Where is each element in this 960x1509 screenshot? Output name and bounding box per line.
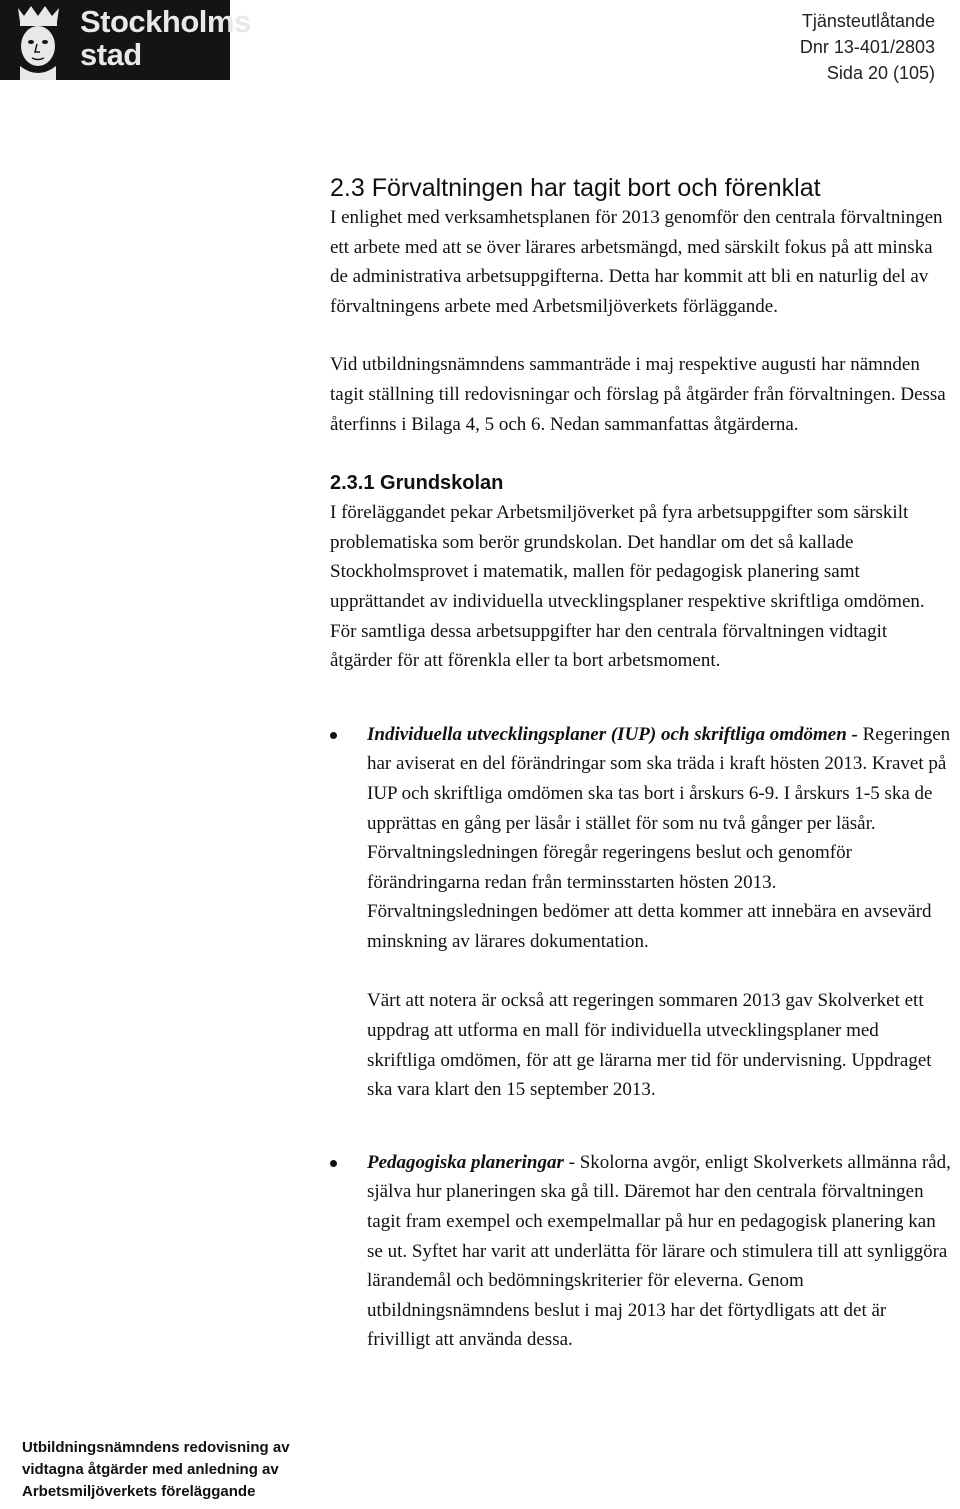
- list-item-text: [367, 720, 952, 957]
- footer-line-3: Arbetsmiljöverkets föreläggande: [22, 1483, 256, 1500]
- crowned-head-emblem-icon: [0, 0, 80, 80]
- section-paragraph-2: Vid utbildningsnämndens sammanträde i maj respektive augusti har nämnden tagit ställning till redovisningar och förslag på åtgärder från förvaltningen. Dessa återfinns i Bilaga 4, 5 och 6. Nedan sammanfattas åtgärderna.: [330, 354, 946, 435]
- list-item-body: - Skolorna avgör, enligt Skolverkets allmänna råd, själva hur planeringen ska gå till. Däremot har den centrala förvaltningen tagit fram exempel och exempelmallar på hur en pedagogisk planering kan se ut. Syftet har varit att underlätta för lärare och stimulera till att synliggöra lärandemål och bedömningskriterier för eleverna. Genom utbildningsnämndens beslut i maj 2013 har det förtydligats att det är frivilligt att använda dessa.: [367, 1151, 951, 1351]
- logo-wordmark-line1: Stockholms: [80, 4, 251, 39]
- list-item-title: Individuella utvecklingsplaner (IUP) och skriftliga omdömen -: [367, 723, 858, 745]
- list-item-iup: [330, 720, 952, 1105]
- list-item-extra-paragraph: Värt att notera är också att regeringen sommaren 2013 gav Skolverket ett uppdrag att utforma en mall för individuella utvecklingsplaner med skriftliga omdömen, för att ge lärarna mer tid för undervisning. Uppdraget ska vara klart den 15 september 2013.: [367, 990, 932, 1101]
- document-number: Dnr 13-401/2803: [799, 37, 935, 57]
- section-paragraph-1: I enlighet med verksamhetsplanen för 2013 genomför den centrala förvaltningen ett arbete med att se över lärares arbetsmängd, med särskilt fokus på att minska de administrativa arbetsuppgifterna. Detta har kommit att bli en naturlig del av förvaltningens arbete med Arbetsmiljöverkets förläggande.: [330, 207, 943, 317]
- page-footer: [22, 1437, 292, 1503]
- list-item-title: Pedagogiska planeringar: [367, 1151, 564, 1173]
- main-content: [330, 173, 952, 1355]
- page-number: Sida 20 (105): [826, 63, 935, 83]
- document-type: Tjänsteutlåtande: [801, 11, 935, 31]
- logo-wordmark-line2: stad: [80, 37, 142, 72]
- section-heading: 2.3 Förvaltningen har tagit bort och förenklat: [330, 174, 821, 202]
- list-item-text: [367, 1148, 952, 1355]
- list-item-body: Regeringen har aviserat en del förändringar som ska träda i kraft hösten 2013. Kravet på IUP och skriftliga omdömen ska tas bort i årskurs 6-9. I årskurs 1-5 ska de upprättas en gång per läsår i stället för som nu två gånger per läsår. Förvaltningsledningen föregår regeringens beslut och genomför förändringarna redan från terminsstarten hösten 2013. Förvaltningsledningen bedömer att detta kommer att innebära en avsevärd minskning av lärares dokumentation.: [367, 723, 951, 952]
- footer-line-2: vidtagna åtgärder med anledning av: [22, 1461, 279, 1478]
- list-item-pedagogiska-planeringar: [330, 1148, 952, 1355]
- bullet-icon: [330, 732, 337, 739]
- document-header: [800, 8, 935, 86]
- stockholms-stad-logo: [0, 0, 251, 80]
- subsection-paragraph-1: I föreläggandet pekar Arbetsmiljöverket på fyra arbetsuppgifter som särskilt problematiska som berör grundskolan. Det handlar om det så kallade Stockholmsprovet i matematik, mallen för pedagogisk planering samt upprättandet av individuella utvecklingsplaner respektive skriftliga omdömen. För samtliga dessa arbetsuppgifter har den centrala förvaltningen vidtagit åtgärder för att förenkla eller ta bort arbetsmoment.: [330, 502, 925, 672]
- bullet-icon: [330, 1160, 337, 1167]
- logo-wordmark: [80, 5, 251, 71]
- subsection-heading: 2.3.1 Grundskolan: [330, 472, 504, 495]
- footer-line-1: Utbildningsnämndens redovisning av: [22, 1439, 290, 1456]
